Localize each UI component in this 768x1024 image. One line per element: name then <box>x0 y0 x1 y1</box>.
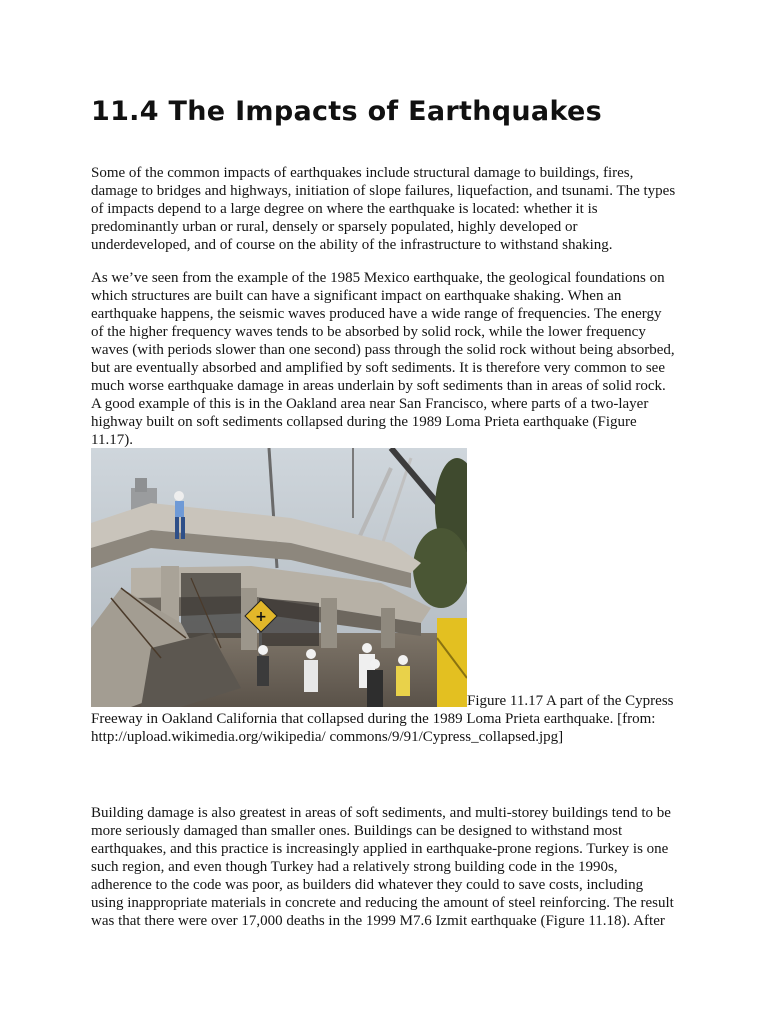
caption-line: Freeway in Oakland California that collapsed during the 1989 Loma Prieta earthquake. [from: <box>91 711 656 727</box>
text-line: of the higher frequency waves tends to be absorbed by solid rock, while the lower frequency <box>91 324 646 340</box>
text-line: waves (with periods slower than one second) pass through the solid rock without being absorbed, <box>91 342 675 358</box>
text-line: of impacts depend to a large degree on where the earthquake is located: whether it is <box>91 201 598 217</box>
text-line: predominantly urban or rural, densely or sparsely populated, highly developed or <box>91 219 578 235</box>
svg-text:+: + <box>255 609 267 625</box>
paragraph-building-damage <box>91 804 689 930</box>
text-line: underdeveloped, and of course on the ability of the infrastructure to withstand shaking. <box>91 237 613 253</box>
text-line: earthquake happens, the seismic waves produced have a wide range of frequencies. The energy <box>91 306 662 322</box>
paragraph-intro <box>91 164 689 254</box>
caption-line: Figure 11.17 A part of the Cypress <box>467 693 674 709</box>
text-line: such region, and even though Turkey had a relatively strong building code in the 1990s, <box>91 859 618 875</box>
text-line: adherence to the code was poor, as builders did whatever they could to save costs, including <box>91 877 644 893</box>
figure-photo-cypress-freeway <box>91 448 467 707</box>
text-line: more seriously damaged than smaller ones. Buildings can be designed to withstand most <box>91 823 623 839</box>
text-line: but are eventually absorbed and amplified by soft sediments. It is therefore very common to see <box>91 360 665 376</box>
text-line: using inappropriate materials in concrete and reducing the amount of steel reinforcing. The result <box>91 895 674 911</box>
text-line: Building damage is also greatest in areas of soft sediments, and multi-storey buildings tend to be <box>91 805 671 821</box>
text-line: much worse earthquake damage in areas underlain by soft sediments than in areas of solid rock. <box>91 378 666 394</box>
text-line: 11.17). <box>91 432 133 448</box>
text-line: which structures are built can have a significant impact on earthquake shaking. When an <box>91 288 622 304</box>
paragraph-soft-sediments <box>91 269 689 449</box>
text-line: A good example of this is in the Oakland area near San Francisco, where parts of a two-layer <box>91 396 649 412</box>
text-line: earthquakes, and this practice is increasingly applied in earthquake-prone regions. Turkey is one <box>91 841 669 857</box>
caption-line: http://upload.wikimedia.org/wikipedia/ commons/9/91/Cypress_collapsed.jpg] <box>91 729 564 745</box>
text-line: As we’ve seen from the example of the 1985 Mexico earthquake, the geological foundations on <box>91 270 665 286</box>
text-line: was that there were over 17,000 deaths in the 1999 M7.6 Izmit earthquake (Figure 11.18). After <box>91 913 665 929</box>
figure-caption <box>91 692 691 746</box>
text-line: highway built on soft sediments collapsed during the 1989 Loma Prieta earthquake (Figure <box>91 414 637 430</box>
text-line: damage to bridges and highways, initiation of slope failures, liquefaction, and tsunami. The types <box>91 183 676 199</box>
text-line: Some of the common impacts of earthquakes include structural damage to buildings, fires, <box>91 165 634 181</box>
page-title: 11.4 The Impacts of Earthquakes <box>91 96 602 127</box>
